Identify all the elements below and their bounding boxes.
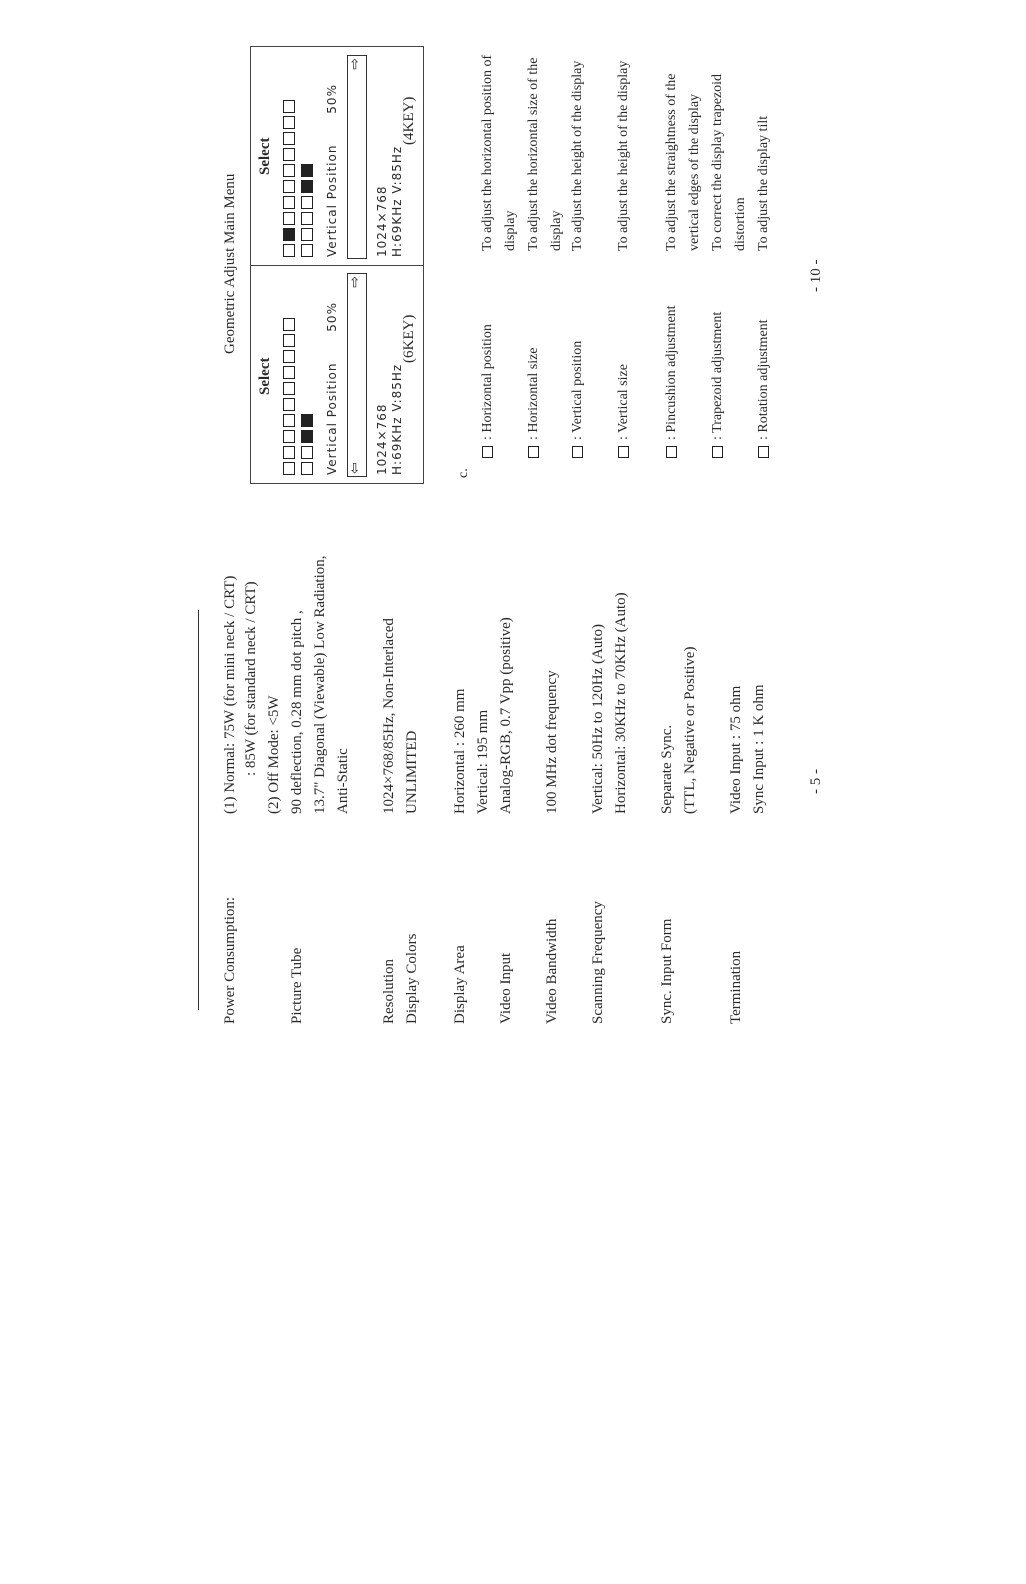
osd-frequency: H:69KHz V:85Hz <box>390 363 404 475</box>
spec-value: Horizontal: 30KHz to 70KHz (Auto) <box>613 592 629 814</box>
recall-icon <box>301 180 313 193</box>
spec-value: UNLIMITED <box>404 730 420 814</box>
pin-balance-icon <box>283 318 295 331</box>
spec-value: Video Input : 75 ohm <box>728 685 744 814</box>
pincushion-icon <box>283 148 295 161</box>
spec-label: Termination <box>728 950 744 1024</box>
osd-6key <box>250 264 424 484</box>
osd-adjust-label <box>325 84 339 257</box>
legend-desc: To adjust the display tilt <box>756 115 771 251</box>
exit-icon <box>301 414 313 427</box>
spec-value: (1) Normal: 75W (for mini neck / CRT) <box>222 575 238 814</box>
spec-label: Resolution <box>381 958 397 1024</box>
top-rule <box>198 610 199 1010</box>
horizontal-position-icon <box>283 462 295 475</box>
osd-frequency: H:69KHz V:85Hz <box>390 145 404 257</box>
zoom-icon <box>283 350 295 363</box>
osd-adjust-name: Vertical Position <box>325 362 339 475</box>
vertical-position-icon <box>283 180 295 193</box>
horizontal-position-icon <box>283 212 295 225</box>
trapezoid-icon <box>283 382 295 395</box>
spec-value: (TTL, Negative or Positive) <box>682 646 698 814</box>
legend-desc: To adjust the horizontal size of the display <box>526 57 564 251</box>
legend-label: : Horizontal position <box>480 324 495 440</box>
legend-label: : Vertical position <box>570 340 585 440</box>
legend-desc: To adjust the straightness of the vertical edges of the display <box>664 73 702 251</box>
left-arrow-icon[interactable]: ⇦ <box>347 462 363 474</box>
osd-resolution: 1024×768 <box>375 403 389 475</box>
osd-resolution: 1024×768 <box>375 185 389 257</box>
page-number-right: - 10 - <box>808 259 824 292</box>
vertical-size-icon <box>618 446 629 458</box>
horizontal-size-icon <box>283 196 295 209</box>
legend-item <box>710 312 726 458</box>
spec-value: 100 MHz dot frequency <box>544 670 560 814</box>
rotation-icon <box>283 116 295 129</box>
vertical-position-icon <box>283 430 295 443</box>
brightness-icon <box>283 244 295 257</box>
osd-select-title: Select <box>257 357 273 395</box>
trapezoid-icon <box>712 446 723 458</box>
osd-icon-row <box>283 100 295 257</box>
spec-label: Video Bandwidth <box>544 918 560 1024</box>
horizontal-size-icon <box>283 446 295 459</box>
legend-label: : Horizontal size <box>526 347 541 440</box>
osd-adjust-slider[interactable] <box>347 273 367 477</box>
osd-select-title: Select <box>257 137 273 175</box>
legend-item <box>570 341 586 458</box>
spec-value: : 85W (for standard neck / CRT) <box>243 581 259 776</box>
legend-item <box>616 364 632 458</box>
legend-item <box>756 319 772 458</box>
legend-desc: To adjust the height of the display <box>616 60 631 251</box>
parallelogram-icon <box>301 244 313 257</box>
spec-value: Vertical: 195 mm <box>475 709 491 814</box>
moire-icon <box>301 462 313 475</box>
horizontal-position-icon <box>482 446 493 458</box>
pin-balance-icon <box>301 228 313 241</box>
legend-label: : Pincushion adjustment <box>664 305 679 440</box>
spec-label: Power Consumption: <box>222 896 238 1024</box>
page-number-left: - 5 - <box>808 769 824 794</box>
trapezoid-icon <box>283 132 295 145</box>
spec-value: (2) Off Mode: <5W <box>266 695 282 814</box>
zoom-icon <box>283 100 295 113</box>
legend-label: : Rotation adjustment <box>756 319 771 440</box>
spec-value: Vertical: 50Hz to 120Hz (Auto) <box>590 624 606 814</box>
osd-adjust-label <box>325 302 339 475</box>
vertical-position-icon <box>572 446 583 458</box>
exit-icon <box>301 164 313 177</box>
pincushion-icon <box>283 398 295 411</box>
osd-4key <box>250 46 424 266</box>
parallelogram-icon <box>283 334 295 347</box>
legend-label: : Vertical size <box>616 364 631 440</box>
horizontal-size-icon <box>528 446 539 458</box>
spec-value: 90 deflection, 0.28 mm dot pitch , <box>289 610 305 814</box>
color-icon <box>301 196 313 209</box>
spec-label: Video Input <box>498 952 514 1024</box>
legend-label: : Trapezoid adjustment <box>710 311 725 440</box>
osd-icon-row <box>283 318 295 475</box>
legend-item <box>480 324 496 458</box>
osd-adjust-name: Vertical Position <box>325 144 339 257</box>
legend-desc: To adjust the height of the display <box>570 60 585 251</box>
osd-key-label: (4KEY) <box>401 96 417 145</box>
recall-icon <box>301 430 313 443</box>
spec-value: Analog-RGB, 0.7 Vpp (positive) <box>498 617 514 814</box>
pincushion-icon <box>666 446 677 458</box>
page-title: Geometric Adjust Main Menu <box>222 173 238 354</box>
osd-key-label: (6KEY) <box>401 314 417 363</box>
legend-item <box>526 347 542 458</box>
rotation-icon <box>283 366 295 379</box>
legend-desc: To correct the display trapezoid distortion <box>710 73 748 251</box>
legend-desc: To adjust the horizontal position of display <box>480 54 518 251</box>
spec-label: Sync. Input Form <box>659 918 675 1024</box>
osd-adjust-value: 50% <box>325 84 339 114</box>
osd-adjust-slider[interactable] <box>347 55 367 259</box>
right-arrow-icon[interactable]: ⇨ <box>347 58 363 70</box>
legend-item <box>664 305 680 458</box>
osd-adjust-value: 50% <box>325 302 339 332</box>
spec-value: Sync Input : 1 K ohm <box>751 684 767 814</box>
vertical-size-icon <box>283 164 295 177</box>
spec-label: Picture Tube <box>289 947 305 1024</box>
right-arrow-icon[interactable]: ⇨ <box>347 276 363 288</box>
color-icon <box>301 446 313 459</box>
moire-icon <box>301 212 313 225</box>
spec-label: Display Colors <box>404 933 420 1024</box>
osd-icon-row-2 <box>301 164 313 257</box>
spec-value: 1024×768/85Hz, Non-Interlaced <box>381 618 397 814</box>
spec-value: Anti-Static <box>335 748 351 814</box>
legend-marker: c. <box>456 468 471 478</box>
osd-icon-row-2 <box>301 414 313 475</box>
spec-value: Horizontal : 260 mm <box>452 688 468 814</box>
spec-value: 13.7" Diagonal (Viewable) Low Radiation, <box>312 555 328 814</box>
spec-label: Display Area <box>452 945 468 1024</box>
spec-value: Separate Sync. <box>659 724 675 814</box>
rotation-icon <box>758 446 769 458</box>
contrast-icon <box>283 228 295 241</box>
vertical-size-icon <box>283 414 295 427</box>
spec-label: Scanning Frequency <box>590 901 606 1024</box>
